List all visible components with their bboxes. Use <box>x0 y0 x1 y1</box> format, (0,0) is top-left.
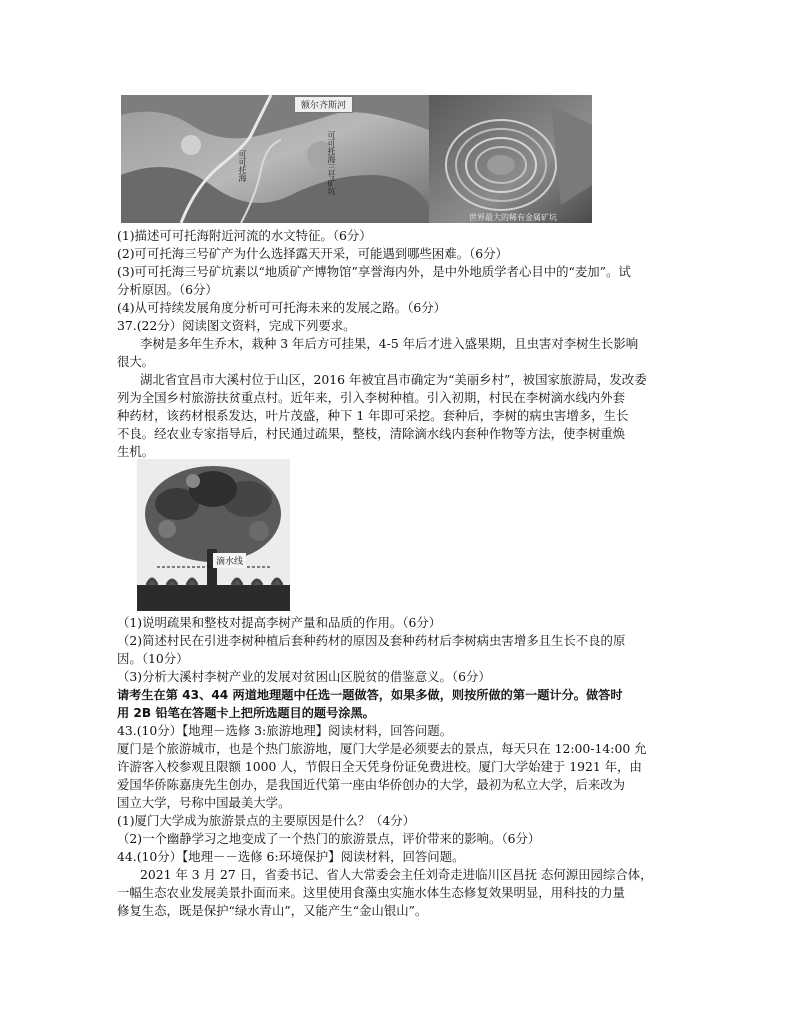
mine-label: 可可托海三号矿坑 <box>327 131 336 195</box>
q36-4: (4)从可持续发展角度分析可可托海未来的发展之路。（6分） <box>117 300 446 315</box>
instruction-a: 请考生在第 43、44 两道地理题中任选一题做答，如果多做，则按所做的第一题计分。做答时 <box>117 688 623 702</box>
q36-3b: 分析原因。（6分） <box>117 282 218 297</box>
plum-tree-figure <box>137 459 290 611</box>
q43-para-b: 许游客入校参观且限额 1000 人，节假日全天凭身份证免费进校。厦门大学始建于 1921 年，由 <box>117 759 642 774</box>
q37-1: （1)说明疏果和整枝对提高李树产量和品质的作用。（6分） <box>117 615 442 630</box>
q44-title: 44.(10分）【地理－－选修 6:环境保护】阅读材料，回答问题。 <box>117 849 465 864</box>
q36-1: (1)描述可可托海附近河流的水文特征。（6分） <box>117 228 372 243</box>
q44-para-c: 修复生态，既是保护“绿水青山”，又能产生“金山银山”。 <box>117 903 428 918</box>
q37-para1a: 李树是多年生乔木，栽种 3 年后方可挂果，4-5 年后才进入盛果期，且虫害对李树生长影响 <box>140 336 639 351</box>
river-label: 额尔齐斯河 <box>294 96 353 113</box>
q37-para2d: 不良。经农业专家指导后，村民通过疏果，整枝，清除滴水线内套种作物等方法，使李树重焕 <box>117 426 626 441</box>
q44-para-b: 一幅生态农业发展美景扑面而来。这里使用食藻虫实施水体生态修复效果明显，用科技的力量 <box>117 885 626 900</box>
q43-2: （2)一个幽静学习之地变成了一个热门的旅游景点，评价带来的影响。（6分） <box>117 831 541 846</box>
q43-para-d: 国立大学，号称中国最美大学。 <box>117 795 291 810</box>
satellite-terrain-image <box>121 95 592 223</box>
satellite-figure <box>121 95 592 223</box>
q37-para2b: 列为全国乡村旅游扶贫重点村。近年来，引入李树种植。引入初期，村民在李树滴水线内外套 <box>117 390 626 405</box>
q44-para-a: 2021 年 3 月 27 日，省委书记、省人大常委会主任刘奇走进临川区昌抚 态何源田园综合体， <box>140 867 653 882</box>
q43-1: (1)厦门大学成为旅游景点的主要原因是什么？（4分） <box>117 813 416 828</box>
q37-para1b: 很大。 <box>117 354 155 369</box>
q37-title: 37.(22分）阅读图文资料，完成下列要求。 <box>117 318 356 333</box>
q36-2: (2)可可托海三号矿产为什么选择露天开采，可能遇到哪些困难。（6分） <box>117 246 508 261</box>
q36-3a: (3)可可托海三号矿坑素以“地质矿产博物馆”享誉海内外，是中外地质学者心目中的“麦加”。试 <box>117 264 631 279</box>
q43-para-c: 爱国华侨陈嘉庚先生创办，是我国近代第一座由华侨创办的大学，最初为私立大学，后来改为 <box>117 777 626 792</box>
town-label: 可可托海 <box>238 150 247 182</box>
instruction-b: 用 2B 铅笔在答题卡上把所选题目的题号涂黑。 <box>117 706 375 720</box>
q37-para2c: 种药材，该药材根系发达，叶片茂盛，种下 1 年即可采挖。套种后，李树的病虫害增多，生长 <box>117 408 629 423</box>
q43-title: 43.(10分）【地理－选修 3:旅游地理】阅读材料，回答问题。 <box>117 723 453 738</box>
q37-3: （3)分析大溪村李树产业的发展对贫困山区脱贫的借鉴意义。（6分） <box>117 669 491 684</box>
q37-para2e: 生机。 <box>117 444 155 459</box>
q37-2a: （2)简述村民在引进李树种植后套种药材的原因及套种药材后李树病虫害增多且生长不良的原 <box>117 633 626 648</box>
q37-2b: 因。（10分） <box>117 651 189 666</box>
q43-para-a: 厦门是个旅游城市，也是个热门旅游地，厦门大学是必须要去的景点，每天只在 12:00-14:00 允 <box>117 741 647 756</box>
plum-tree-image <box>137 459 290 611</box>
q37-para2a: 湖北省宜昌市大溪村位于山区，2016 年被宜昌市确定为“美丽乡村”，被国家旅游局，发改委 <box>140 372 647 387</box>
drip-line-label: 滴水线 <box>213 553 246 568</box>
mine-caption: 世界最大的稀有金属矿坑 <box>469 213 557 222</box>
